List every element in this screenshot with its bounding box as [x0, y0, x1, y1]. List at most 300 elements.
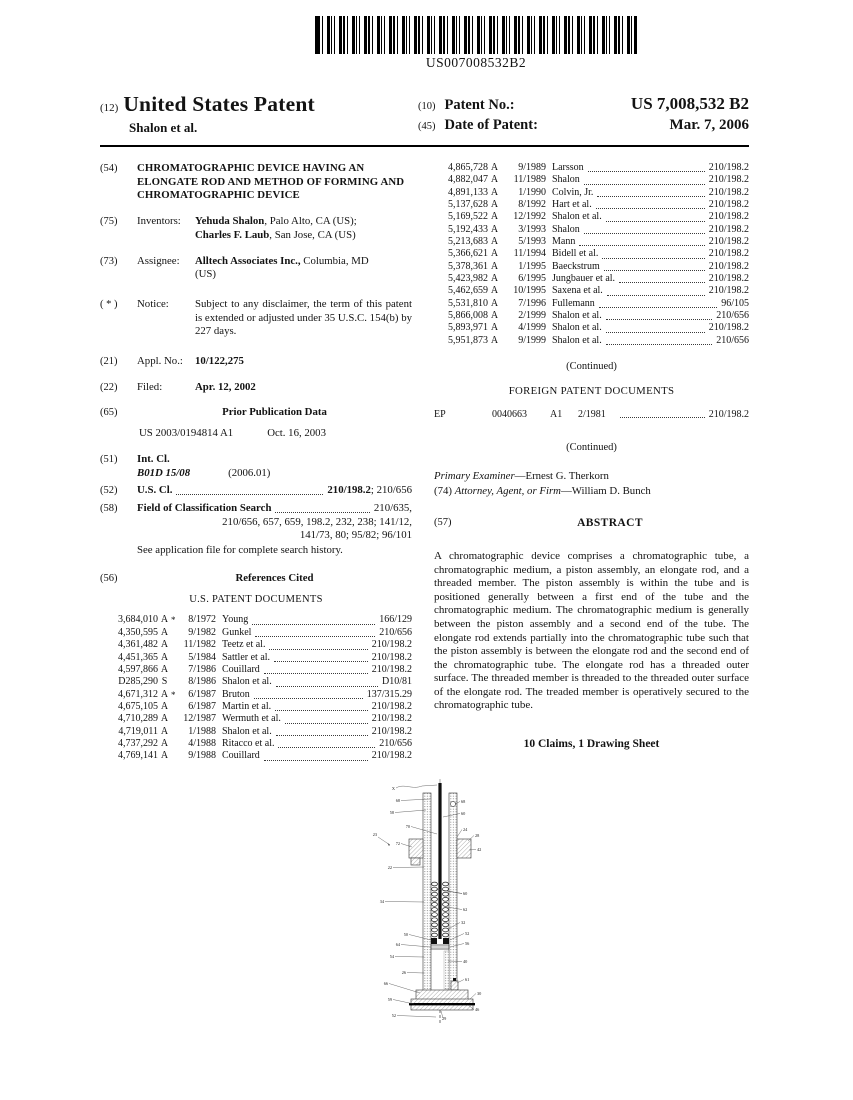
ref-kind: A [160, 725, 169, 737]
upper-flange-nut [411, 858, 420, 865]
refs-tag: (56) [100, 572, 118, 584]
assignee-city: Columbia, MD [303, 254, 369, 267]
ref-star [501, 310, 508, 322]
dot-leader [597, 187, 704, 197]
ref-class: 210/198.2 [708, 199, 749, 211]
ref-star: * [171, 615, 176, 626]
ref-number: 5,192,433 [448, 223, 488, 235]
int-cl-code: B01D 15/08 [137, 466, 191, 479]
ref-star [501, 211, 508, 223]
ref-date: 3/1993 [518, 223, 546, 235]
us-patent-ref-row [438, 248, 749, 260]
notice-label: Notice: [137, 297, 169, 310]
us-refs-left-list [100, 614, 412, 762]
ref-star [501, 273, 508, 285]
ref-number: 5,213,683 [448, 236, 488, 248]
primary-examiner-name: —Ernest G. Therkorn [514, 470, 609, 483]
ref-name: Shalon et al. [552, 322, 602, 334]
us-patent-ref-row [108, 614, 412, 626]
fig-label: 72 [395, 840, 400, 846]
notice-section [100, 298, 412, 339]
ref-kind: A [160, 639, 169, 651]
ref-kind: A [490, 285, 499, 297]
ref-class: 210/198.2 [708, 174, 749, 186]
upper-flange-left [409, 839, 423, 858]
drawing-sheet [100, 777, 749, 1025]
fig-label: 50 [403, 931, 408, 937]
ref-name: Sattler et al. [222, 651, 271, 663]
fig-label: 68 [395, 797, 400, 803]
attorney-name: —William D. Bunch [560, 484, 651, 497]
fig-label: 32 [460, 919, 465, 925]
bibliographic-column [100, 162, 412, 763]
inventor-location: , San Jose, CA (US) [269, 228, 356, 241]
ref-date: 6/1995 [518, 273, 546, 285]
date-tag: (45) [418, 121, 436, 132]
ref-star [501, 187, 508, 199]
ref-name: Bidell et al. [552, 248, 599, 260]
fig-label: 28 [474, 832, 479, 838]
us-patent-ref-row [438, 285, 749, 297]
ref-class: 210/198.2 [708, 162, 749, 173]
ref-number: 5,866,008 [448, 310, 488, 322]
ref-kind: A [490, 260, 499, 272]
fig-label: 30 [476, 990, 481, 996]
fig-label: 61 [464, 976, 469, 982]
fig-label: 40 [462, 958, 467, 964]
attorney-line [434, 484, 749, 499]
ref-class: 210/198.2 [708, 236, 749, 248]
ref-name: Baeckstrum [552, 260, 600, 272]
us-patent-ref-row [438, 199, 749, 211]
ref-date: 12/1992 [513, 211, 546, 223]
filed-tag: (22) [100, 381, 118, 393]
notice-text: Subject to any disclaimer, the term of this patent is extended or adjusted under 35 U.S.C. 154(b) by 227 days. [195, 297, 412, 338]
ref-class: 210/198.2 [708, 260, 749, 272]
ref-date: 5/1993 [518, 236, 546, 248]
ref-number: 5,423,982 [448, 273, 488, 285]
date-of-patent-label: Date of Patent: [444, 117, 538, 133]
ref-name: Shalon et al. [552, 211, 602, 223]
dot-leader [584, 224, 705, 234]
fig-label: 68 [460, 798, 465, 804]
ref-name: Mann [552, 236, 576, 248]
attorney-tag: (74) [434, 484, 455, 497]
dot-leader [255, 627, 375, 637]
ref-class: 210/198.2 [708, 248, 749, 260]
ref-kind: A [160, 663, 169, 675]
ref-kind: A [490, 162, 499, 173]
publication-date: Oct. 16, 2003 [267, 427, 326, 440]
patent-header [100, 92, 749, 136]
ref-date: 7/1986 [188, 663, 216, 675]
elongate-rod [438, 783, 441, 939]
ref-number: 5,462,659 [448, 285, 488, 297]
spring-left [431, 882, 437, 937]
dot-leader [596, 199, 705, 209]
appl-no-section [100, 355, 412, 369]
ref-name: Bruton [222, 688, 250, 700]
assignee-value [195, 255, 369, 282]
prior-pub-tag: (65) [100, 407, 118, 419]
inventors-tag: (75) [100, 216, 118, 228]
ref-star [501, 199, 508, 211]
ref-star [171, 750, 178, 762]
ref-name: Couillard [222, 663, 260, 675]
abstract-tag: (57) [434, 517, 452, 529]
ref-star [171, 713, 178, 725]
filed-date: Apr. 12, 2002 [195, 380, 256, 393]
dot-leader [276, 726, 368, 736]
patent-number: US 7,008,532 B2 [630, 94, 749, 113]
ref-date: 4/1999 [518, 322, 546, 334]
inventor-location: , Palo Alto, CA (US); [264, 215, 357, 228]
fig-label: 54 [389, 953, 394, 959]
ref-number: 4,597,866 [118, 663, 158, 675]
us-patent-ref-row [438, 261, 749, 273]
ref-kind: A [490, 223, 499, 235]
foreign-country: EP [434, 409, 446, 421]
ref-class: 210/656 [716, 334, 749, 346]
dot-leader [252, 614, 375, 624]
piston-seal-left [431, 938, 437, 944]
us-patent-ref-row [108, 713, 412, 725]
dot-leader [275, 502, 369, 513]
ref-name: Shalon et al. [222, 725, 272, 737]
dot-leader [264, 750, 368, 760]
ref-number: 5,378,361 [448, 260, 488, 272]
ref-date: 11/1982 [183, 639, 216, 651]
publication-number: US 2003/0194814 A1 [139, 427, 234, 440]
bottom-stud-tip [453, 978, 456, 981]
ref-date: 1/1990 [518, 186, 546, 198]
ref-class: 210/198.2 [708, 211, 749, 223]
ref-name: Couillard [222, 750, 260, 762]
inventor-name: Charles F. Laub [195, 228, 270, 241]
ref-kind: A [160, 614, 169, 626]
ref-class: 210/198.2 [371, 639, 412, 651]
field-label: Field of Classification Search [137, 501, 272, 514]
invention-title: CHROMATOGRAPHIC DEVICE HAVING AN ELONGATE ROD AND METHOD OF FORMING AND CHROMATOGRAPHIC DEVICE [137, 162, 405, 202]
first-named-inventor: Shalon et al. [129, 120, 198, 135]
dot-leader [606, 322, 705, 332]
dot-leader [607, 285, 705, 295]
title-tag: (54) [100, 163, 118, 174]
us-patent-ref-row [108, 627, 412, 639]
ref-class: 210/656 [379, 737, 412, 749]
ref-number: 4,719,011 [118, 725, 158, 737]
primary-examiner-line [434, 469, 749, 484]
ref-date: 8/1992 [518, 199, 546, 211]
fig-label: 34 [379, 898, 384, 904]
us-patent-ref-row [438, 322, 749, 334]
us-patent-ref-row [438, 335, 749, 347]
dot-leader [606, 211, 705, 221]
patent-no-tag: (10) [418, 101, 436, 112]
ref-number: 4,769,141 [118, 750, 158, 762]
inventor-name: Yehuda Shalon [195, 215, 265, 228]
ref-number: 4,350,595 [118, 626, 158, 638]
ref-date: 7/1996 [518, 297, 546, 309]
ref-number: 3,684,010 [118, 614, 158, 626]
dot-leader [579, 236, 704, 246]
dot-leader [606, 335, 713, 345]
fig-label: 24 [462, 826, 467, 832]
fig-label: 26 [401, 969, 406, 975]
dot-leader [588, 162, 705, 172]
us-cl-label: U.S. Cl. [137, 484, 173, 497]
ref-number: 5,951,873 [448, 334, 488, 346]
dot-leader [619, 273, 705, 283]
ref-class: 210/198.2 [371, 725, 412, 737]
patent-no-label: Patent No.: [444, 97, 515, 113]
ref-date: 4/1988 [188, 737, 216, 749]
foreign-kind: A1 [550, 409, 563, 421]
ref-name: Fullemann [552, 297, 595, 309]
ref-kind: A [490, 273, 499, 285]
ref-kind: A [490, 322, 499, 334]
ref-number: 4,451,365 [118, 651, 158, 663]
assignee-label: Assignee: [137, 254, 180, 267]
field-tag: (58) [100, 502, 118, 514]
us-patent-ref-row [108, 750, 412, 762]
foreign-class: 210/198.2 [708, 409, 749, 421]
abstract-column [434, 162, 749, 763]
assignee-section [100, 255, 412, 282]
ref-star [501, 162, 508, 174]
filed-section [100, 381, 412, 395]
ref-kind: A [490, 297, 499, 309]
ref-class: 210/656 [716, 310, 749, 322]
ref-star [501, 236, 508, 248]
tube-wall-left [423, 793, 431, 999]
ref-kind: A [490, 186, 499, 198]
ref-kind: A [160, 651, 169, 663]
field-value-3: 141/73, 80; 95/82; 96/101 [299, 529, 412, 542]
int-cl-tag: (51) [100, 453, 118, 465]
ref-star [171, 627, 178, 639]
ref-name: Gunkel [222, 626, 252, 638]
ref-date: 9/1982 [188, 626, 216, 638]
document-type-title: United States Patent [123, 92, 315, 116]
barcode-number: US007008532B2 [425, 55, 527, 70]
ref-date: 1/1995 [518, 260, 546, 272]
ref-kind: A [160, 626, 169, 638]
fig-label: X [391, 785, 395, 791]
ref-class: 210/656 [379, 626, 412, 638]
fig-label: 59 [387, 996, 392, 1002]
us-cl-secondary: ; 210/656 [370, 484, 412, 497]
ref-star [501, 174, 508, 186]
ref-class: 210/198.2 [371, 713, 412, 725]
dot-leader [606, 310, 713, 320]
fig-label: 42 [476, 846, 481, 852]
assignee-tag: (73) [100, 255, 118, 267]
us-refs-right-list [434, 162, 749, 347]
ref-name: Wermuth et al. [222, 713, 281, 725]
dot-leader [599, 298, 717, 308]
ref-date: 11/1989 [513, 174, 546, 186]
dot-leader [278, 738, 375, 748]
continued-note: (Continued) [566, 361, 617, 373]
field-value-2: 210/656, 657, 659, 198.2, 232, 238; 141/12, [222, 515, 412, 528]
ref-number: 5,531,810 [448, 297, 488, 309]
field-value-1: 210/635, [373, 501, 412, 514]
tube-wall-right [449, 793, 457, 999]
ref-number: 4,882,047 [448, 174, 488, 186]
chromatographic-device-figure [364, 777, 516, 1025]
dot-leader [269, 639, 367, 649]
ref-star: * [171, 689, 176, 700]
int-cl-year: (2006.01) [228, 466, 271, 479]
ref-date: 11/1994 [513, 248, 546, 260]
bottom-frit-line [409, 1003, 475, 1005]
seal-ball [450, 801, 455, 806]
ref-date: 9/1988 [188, 750, 216, 762]
ref-name: Ritacco et al. [222, 737, 275, 749]
ref-number: 5,893,971 [448, 322, 488, 334]
ref-name: Martin et al. [222, 700, 272, 712]
us-patent-ref-row [438, 162, 749, 174]
us-patent-ref-row [438, 211, 749, 223]
inventor-item [195, 215, 357, 229]
attorney-label: Attorney, Agent, or Firm [454, 484, 561, 497]
header-divider [100, 145, 749, 147]
fig-label: 29 [441, 1015, 446, 1021]
ref-star [171, 652, 178, 664]
ref-star [501, 261, 508, 273]
ref-class: 210/198.2 [708, 322, 749, 334]
us-patent-ref-row [438, 174, 749, 186]
fig-label: 60 [462, 890, 467, 896]
ref-name: Teetz et al. [222, 639, 266, 651]
barcode-icon [315, 16, 637, 54]
date-of-patent: Mar. 7, 2006 [669, 117, 749, 133]
us-patent-ref-row [438, 236, 749, 248]
ref-date: 8/1986 [188, 676, 216, 688]
ref-kind: A [160, 700, 169, 712]
us-cl-primary: 210/198.2 [327, 484, 371, 497]
continued-note: (Continued) [566, 442, 617, 454]
ref-number: 4,737,292 [118, 737, 158, 749]
ref-class: 210/198.2 [708, 285, 749, 297]
appl-tag: (21) [100, 356, 118, 368]
int-cl-label: Int. Cl. [137, 452, 170, 465]
abstract-text: A chromatographic device comprises a chromatographic tube, a chromatographic medium, a piston assembly, an elongate rod, and a threaded member. The piston assembly is within the tube and is positioned generally between a first end of the tube and the chromatographic medium. The chromatographic medium is generally between the piston assembly and a second end of the tube. The elongate rod extends partially into the chromatographic tube such that the piston assembly is between the elongate rod and the second end of the chromatographic tube. The elongate rod has a threaded outer surface. The threaded member is threaded to the threaded outer surface of the elongate rod. The treaded member is operatively secured to the chromatographic tube. [434, 550, 749, 712]
ref-date: 6/1987 [188, 688, 216, 700]
ref-date: 9/1989 [518, 162, 546, 173]
ref-kind: A [490, 248, 499, 260]
ref-number: 4,361,482 [118, 639, 158, 651]
us-patent-documents-heading: U.S. PATENT DOCUMENTS [189, 594, 323, 606]
us-patent-ref-row [108, 652, 412, 664]
ref-number: 5,169,522 [448, 211, 488, 223]
fig-label: 52 [464, 930, 469, 936]
fig-label: 66 [383, 980, 388, 986]
dot-leader [274, 652, 368, 662]
ref-number: 4,865,728 [448, 162, 488, 173]
ref-star [171, 726, 178, 738]
us-patent-ref-row [438, 224, 749, 236]
us-patent-ref-row [108, 738, 412, 750]
fig-label: 23 [372, 831, 377, 837]
abstract-heading: ABSTRACT [577, 517, 643, 530]
ref-star [171, 701, 178, 713]
medium-column [444, 951, 449, 989]
ref-kind: A [160, 713, 169, 725]
assignee-country: (US) [195, 268, 216, 281]
inventors-list [195, 215, 357, 242]
field-of-search-section [100, 502, 412, 558]
kind-code-tag: (12) [100, 102, 119, 114]
ref-date: 6/1987 [188, 700, 216, 712]
int-cl-section [100, 453, 412, 480]
ref-date: 9/1999 [518, 334, 546, 346]
ref-star [501, 248, 508, 260]
ref-kind: S [161, 676, 168, 688]
dot-leader [275, 701, 368, 711]
us-patent-ref-row [438, 298, 749, 310]
dot-leader [584, 174, 705, 184]
ref-number: 4,891,133 [448, 186, 488, 198]
us-patent-ref-row [438, 273, 749, 285]
ref-class: 137/315.29 [366, 688, 412, 700]
us-patent-ref-row [108, 639, 412, 651]
inventors-label: Inventors: [137, 215, 181, 228]
piston-seal-right [443, 938, 449, 944]
bottom-stud [451, 981, 458, 990]
ref-class: 210/198.2 [371, 663, 412, 675]
ref-class: 96/105 [721, 297, 749, 309]
dot-leader [620, 409, 705, 418]
ref-name: Shalon et al. [552, 310, 602, 322]
examiner-block [434, 469, 749, 498]
ref-number: 4,675,105 [118, 700, 158, 712]
ref-class: 210/198.2 [708, 223, 749, 235]
ref-kind: A [490, 211, 499, 223]
us-patent-ref-row [438, 187, 749, 199]
ref-star [171, 738, 178, 750]
filed-label: Filed: [137, 380, 163, 393]
dot-leader [276, 676, 378, 686]
ref-kind: A [490, 199, 499, 211]
fig-label: 22 [387, 864, 392, 870]
ref-date: 8/1972 [188, 614, 216, 626]
ref-star [501, 298, 508, 310]
appl-number: 10/122,275 [195, 355, 244, 368]
fig-label: 70 [405, 823, 410, 829]
ref-name: Young [222, 614, 249, 626]
foreign-patents-heading: FOREIGN PATENT DOCUMENTS [508, 385, 675, 398]
us-patent-ref-row [108, 726, 412, 738]
invention-title-section [100, 162, 412, 203]
ref-name: Hart et al. [552, 199, 592, 211]
barcode-block [311, 16, 641, 71]
ref-kind: A [160, 737, 169, 749]
abstract-heading-row [434, 517, 749, 529]
ref-number: 4,671,312 [118, 688, 158, 700]
us-patent-ref-row [108, 689, 412, 701]
fig-label: 64 [395, 941, 400, 947]
ref-name: Colvin, Jr. [552, 186, 594, 198]
ref-star [501, 322, 508, 334]
us-cl-tag: (52) [100, 485, 118, 497]
appl-label: Appl. No.: [137, 355, 183, 368]
ref-kind: A [490, 310, 499, 322]
ref-star [171, 676, 178, 688]
ref-name: Shalon et al. [552, 334, 602, 346]
claims-line: 10 Claims, 1 Drawing Sheet [523, 737, 660, 750]
